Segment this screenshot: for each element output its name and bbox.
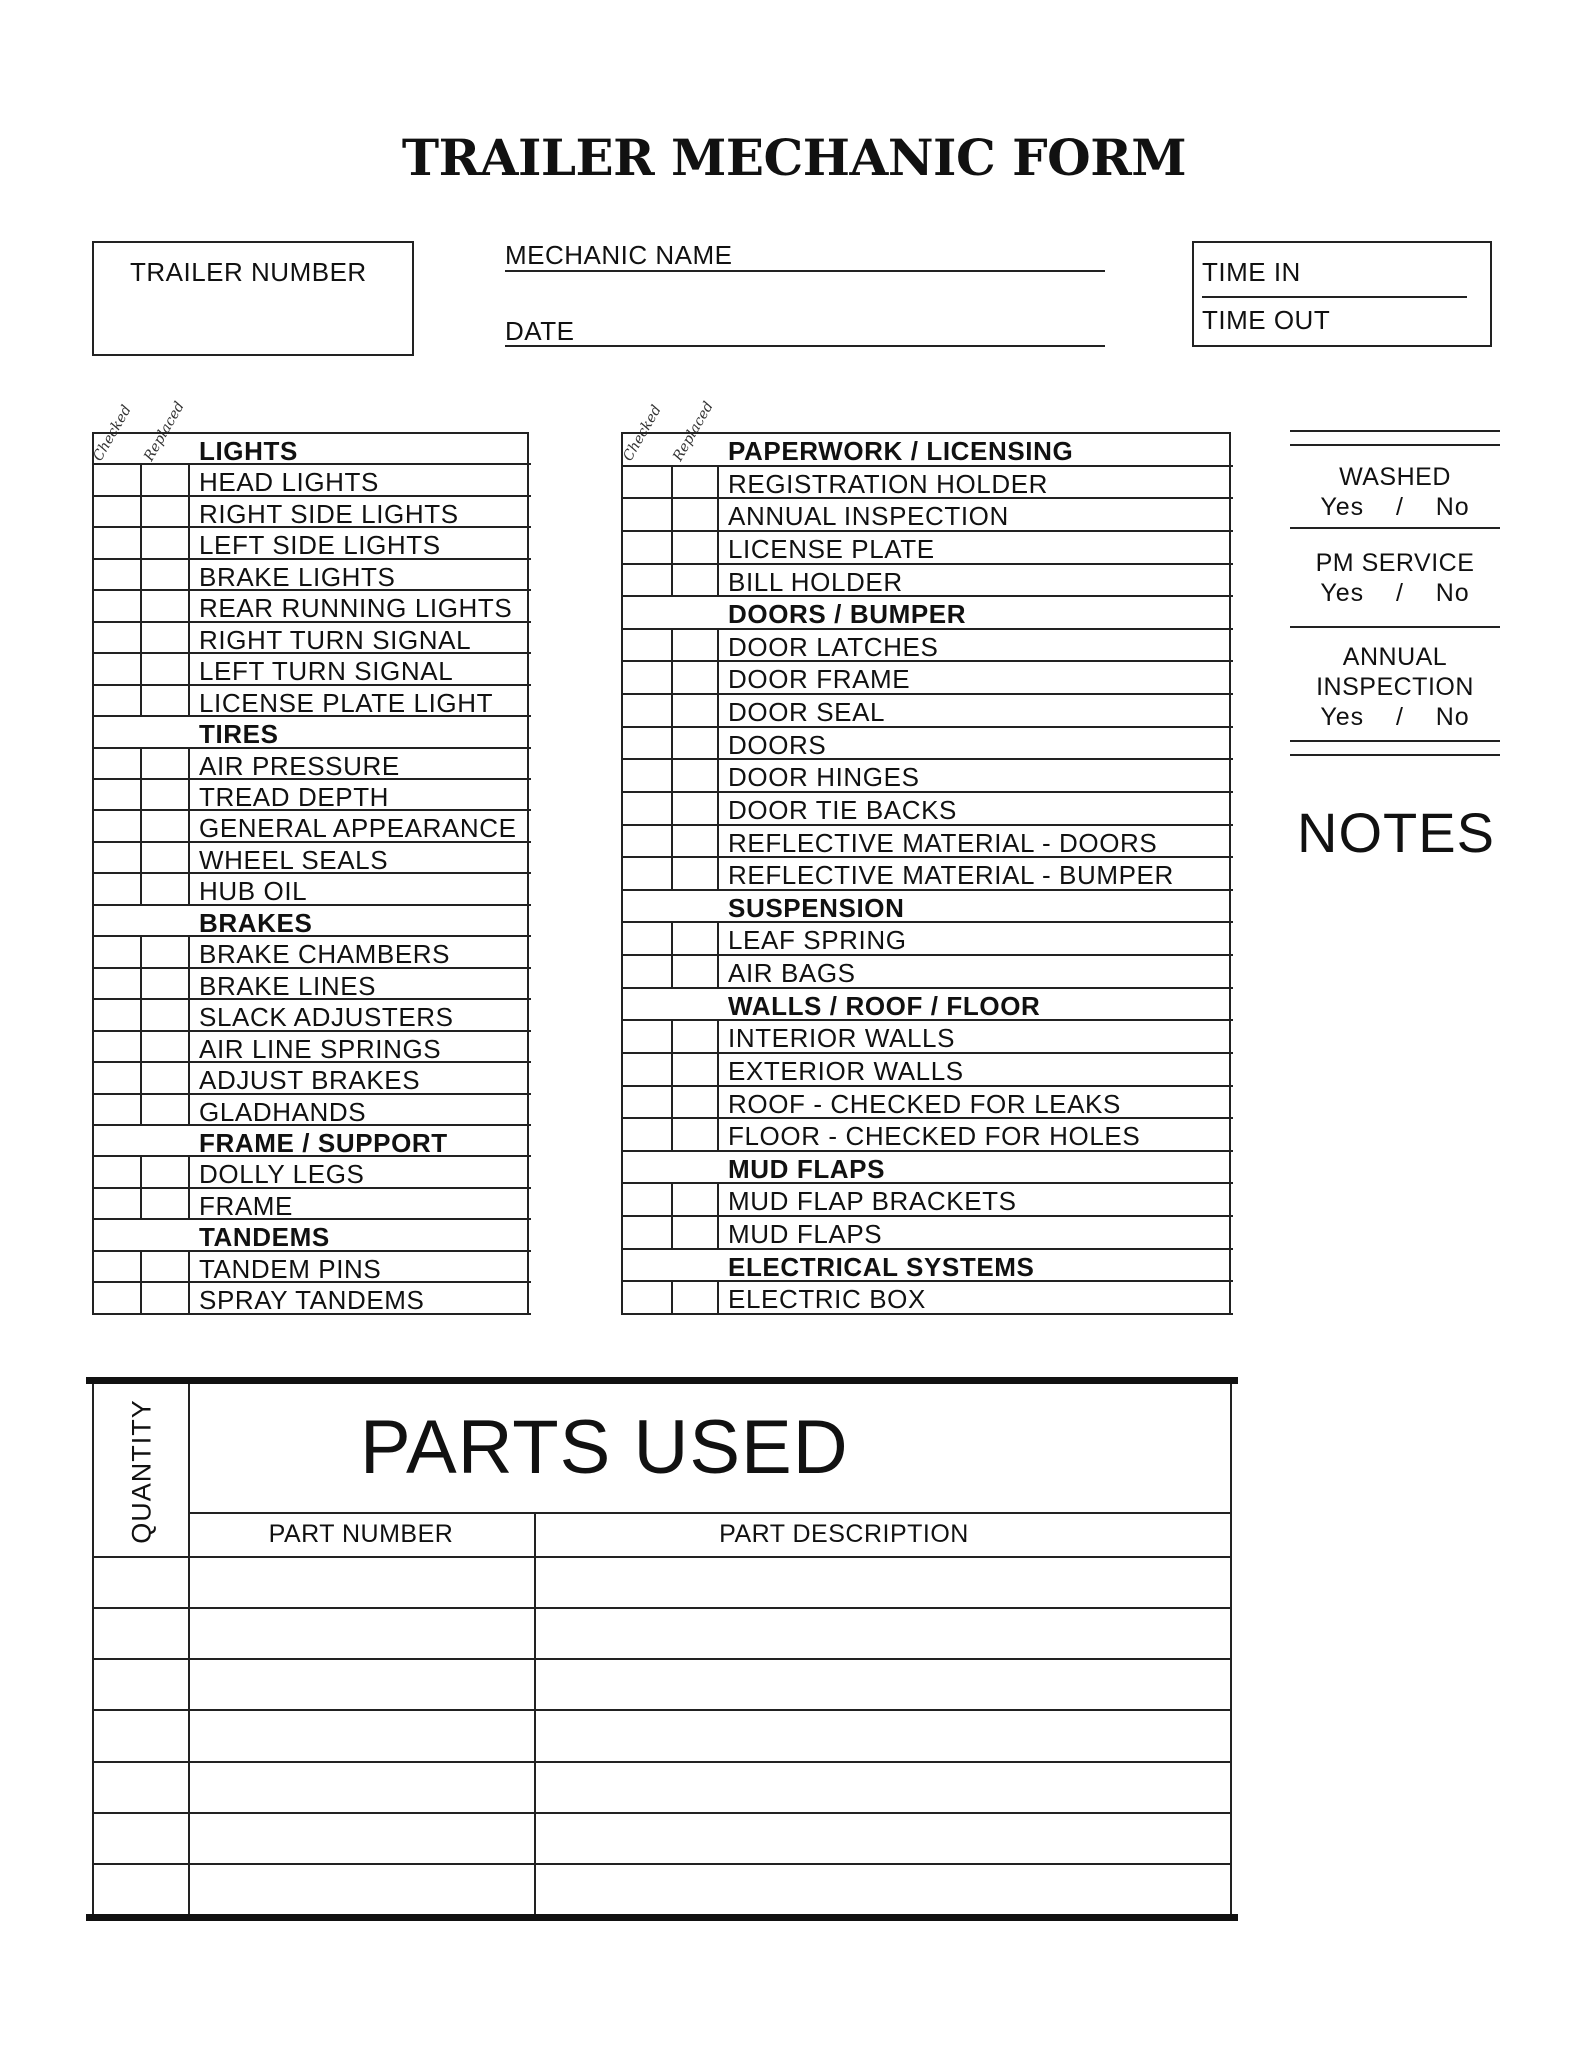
checklist-item-brake-chambers[interactable]	[94, 937, 531, 968]
checklist-label: AIR LINE SPRINGS	[190, 1032, 529, 1061]
replaced-box[interactable]	[142, 591, 190, 620]
trailer-number-box[interactable]	[92, 241, 414, 356]
quantity-cell[interactable]	[94, 1609, 188, 1658]
replaced-box[interactable]	[142, 780, 190, 809]
replaced-box[interactable]	[673, 467, 719, 498]
checklist-item-floor-checked-for-holes[interactable]	[623, 1119, 1233, 1152]
replaced-box[interactable]	[142, 937, 190, 966]
part-number-cell[interactable]	[190, 1763, 534, 1812]
status-rule	[1290, 527, 1500, 529]
replaced-box[interactable]	[673, 1087, 719, 1118]
checked-box[interactable]	[94, 1189, 142, 1218]
checked-box[interactable]	[623, 728, 673, 759]
checklist-label: LEFT TURN SIGNAL	[190, 654, 529, 683]
part-number-cell[interactable]	[190, 1711, 534, 1760]
checklist-item-right-turn-signal[interactable]	[94, 623, 531, 654]
replaced-box[interactable]	[142, 1032, 190, 1061]
checklist-label: DOOR HINGES	[719, 760, 1231, 791]
checklist-item-wheel-seals[interactable]	[94, 843, 531, 874]
checklist-item-left-side-lights[interactable]	[94, 528, 531, 559]
replaced-box[interactable]	[673, 1217, 719, 1248]
checked-box[interactable]	[623, 1119, 673, 1150]
section-header-brakes	[94, 906, 531, 937]
checklist-label: TANDEM PINS	[190, 1252, 529, 1281]
time-out-label[interactable]: TIME OUT	[1202, 305, 1331, 335]
checklist-label: HUB OIL	[190, 874, 529, 903]
checklist-label: DOORS	[719, 728, 1231, 759]
checklist-item-left-turn-signal[interactable]	[94, 654, 531, 685]
checked-box[interactable]	[94, 686, 142, 715]
checked-box[interactable]	[623, 858, 673, 889]
washed-no[interactable]: No	[1435, 493, 1470, 521]
checklist-label: ADJUST BRAKES	[190, 1063, 529, 1092]
replaced-box[interactable]	[673, 695, 719, 726]
checklist-item-air-line-springs[interactable]	[94, 1032, 531, 1063]
quantity-cell[interactable]	[94, 1660, 188, 1709]
checklist-item-tandem-pins[interactable]	[94, 1252, 531, 1283]
checked-box[interactable]	[623, 630, 673, 661]
replaced-box[interactable]	[142, 1252, 190, 1281]
section-header-tires	[94, 717, 531, 748]
checked-box[interactable]	[623, 826, 673, 857]
checked-box[interactable]	[623, 1021, 673, 1052]
left-checklist	[92, 432, 529, 1315]
checked-box[interactable]	[94, 843, 142, 872]
trailer-number-label: TRAILER NUMBER	[130, 257, 367, 287]
status-top-rule-2	[1290, 444, 1500, 446]
checklist-label: BRAKE LIGHTS	[190, 560, 529, 589]
checklist-item-adjust-brakes[interactable]	[94, 1063, 531, 1094]
replaced-box[interactable]	[142, 811, 190, 840]
replaced-box[interactable]	[673, 1119, 719, 1150]
checked-box[interactable]	[94, 1157, 142, 1186]
replaced-box[interactable]	[673, 532, 719, 563]
checked-column-header: Checked	[620, 402, 665, 464]
annual-inspection-sep: /	[1395, 703, 1404, 731]
time-divider	[1202, 296, 1467, 298]
replaced-box[interactable]	[673, 728, 719, 759]
checklist-item-spray-tandems[interactable]	[94, 1283, 531, 1314]
section-header-electrical-systems	[623, 1250, 1233, 1283]
checked-box[interactable]	[94, 811, 142, 840]
checklist-item-general-appearance[interactable]	[94, 811, 531, 842]
pm-service-sep: /	[1395, 579, 1404, 607]
replaced-box[interactable]	[142, 1189, 190, 1218]
replaced-box[interactable]	[142, 843, 190, 872]
checklist-item-doors[interactable]	[623, 728, 1233, 761]
checked-box[interactable]	[623, 1087, 673, 1118]
checklist-item-brake-lines[interactable]	[94, 969, 531, 1000]
checklist-label: BRAKES	[190, 906, 529, 935]
checked-box[interactable]	[94, 1032, 142, 1061]
part-number-label: PART NUMBER	[268, 1520, 454, 1548]
checklist-label: ANNUAL INSPECTION	[719, 499, 1231, 530]
part-number-cell[interactable]	[190, 1865, 534, 1914]
checked-box[interactable]	[94, 1252, 142, 1281]
washed-sep: /	[1395, 493, 1404, 521]
checklist-label: FRAME	[190, 1189, 529, 1218]
checked-box[interactable]	[623, 532, 673, 563]
section-header-lights	[94, 434, 531, 465]
checked-box[interactable]	[623, 1282, 673, 1313]
checklist-label: REFLECTIVE MATERIAL - DOORS	[719, 826, 1231, 857]
checklist-label: SPRAY TANDEMS	[190, 1283, 529, 1312]
checklist-label: RIGHT TURN SIGNAL	[190, 623, 529, 652]
checklist-label: LEFT SIDE LIGHTS	[190, 528, 529, 557]
checked-box[interactable]	[94, 497, 142, 526]
replaced-box[interactable]	[142, 1063, 190, 1092]
pm-service-block[interactable]	[1290, 548, 1500, 608]
checklist-label: SUSPENSION	[719, 891, 1231, 922]
replaced-box[interactable]	[673, 565, 719, 596]
checklist-label: HEAD LIGHTS	[190, 465, 529, 494]
replaced-box[interactable]	[673, 1282, 719, 1313]
replaced-box[interactable]	[673, 662, 719, 693]
washed-label: WASHED	[1339, 463, 1451, 491]
replaced-column-header: Replaced	[670, 399, 717, 464]
part-description-cell[interactable]	[536, 1763, 1230, 1812]
part-number-cell[interactable]	[190, 1609, 534, 1658]
checklist-label: DOORS / BUMPER	[719, 597, 1231, 628]
checklist-label: REAR RUNNING LIGHTS	[190, 591, 529, 620]
checked-box[interactable]	[623, 793, 673, 824]
section-header-frame-support	[94, 1126, 531, 1157]
checklist-label: RIGHT SIDE LIGHTS	[190, 497, 529, 526]
checklist-item-leaf-spring[interactable]	[623, 923, 1233, 956]
checklist-item-door-tie-backs[interactable]	[623, 793, 1233, 826]
checklist-item-tread-depth[interactable]	[94, 780, 531, 811]
replaced-box[interactable]	[142, 969, 190, 998]
parts-used-table	[92, 1384, 1232, 1914]
replaced-box[interactable]	[142, 497, 190, 526]
checklist-item-frame[interactable]	[94, 1189, 531, 1220]
replaced-box[interactable]	[142, 465, 190, 494]
section-header-suspension	[623, 891, 1233, 924]
washed-yes[interactable]: Yes	[1320, 493, 1365, 521]
time-box	[1192, 241, 1492, 347]
checklist-label: SLACK ADJUSTERS	[190, 1000, 529, 1029]
checked-box[interactable]	[623, 565, 673, 596]
checklist-label: TREAD DEPTH	[190, 780, 529, 809]
parts-top-bar	[86, 1377, 1238, 1384]
checklist-item-rear-running-lights[interactable]	[94, 591, 531, 622]
checklist-item-slack-adjusters[interactable]	[94, 1000, 531, 1031]
checklist-label: BILL HOLDER	[719, 565, 1231, 596]
checked-box[interactable]	[94, 969, 142, 998]
checklist-label: ELECTRIC BOX	[719, 1282, 1231, 1313]
checked-box[interactable]	[94, 874, 142, 903]
pm-service-label: PM SERVICE	[1315, 549, 1475, 577]
checklist-item-door-latches[interactable]	[623, 630, 1233, 663]
checked-box[interactable]	[94, 749, 142, 778]
replaced-box[interactable]	[673, 760, 719, 791]
checklist-item-gladhands[interactable]	[94, 1095, 531, 1126]
replaced-box[interactable]	[673, 826, 719, 857]
date-field[interactable]	[505, 345, 1105, 347]
checklist-item-electric-box[interactable]	[623, 1282, 1233, 1315]
checklist-label: PAPERWORK / LICENSING	[719, 434, 1231, 465]
checklist-label: MUD FLAPS	[719, 1217, 1231, 1248]
pm-service-no[interactable]: No	[1435, 579, 1470, 607]
replaced-box[interactable]	[673, 923, 719, 954]
annual-inspection-yes-no[interactable]	[1290, 702, 1500, 732]
section-header-mud-flaps	[623, 1152, 1233, 1185]
checklist-label: DOLLY LEGS	[190, 1157, 529, 1186]
checklist-label: MUD FLAPS	[719, 1152, 1231, 1183]
checked-box[interactable]	[94, 654, 142, 683]
checked-box[interactable]	[623, 923, 673, 954]
checklist-label: DOOR SEAL	[719, 695, 1231, 726]
checked-box[interactable]	[94, 591, 142, 620]
section-header-walls-roof-floor	[623, 989, 1233, 1022]
parts-bottom-bar	[86, 1914, 1238, 1921]
replaced-box[interactable]	[142, 686, 190, 715]
checked-box[interactable]	[94, 1000, 142, 1029]
checklist-label: BRAKE CHAMBERS	[190, 937, 529, 966]
mechanic-name-field[interactable]	[505, 270, 1105, 272]
checklist-label: WHEEL SEALS	[190, 843, 529, 872]
checklist-item-air-bags[interactable]	[623, 956, 1233, 989]
checklist-label: FRAME / SUPPORT	[190, 1126, 529, 1155]
time-in-label[interactable]: TIME IN	[1202, 257, 1301, 287]
annual-inspection-label-2: INSPECTION	[1316, 673, 1474, 701]
checklist-item-hub-oil[interactable]	[94, 874, 531, 905]
checked-box[interactable]	[94, 1283, 142, 1312]
checklist-item-door-hinges[interactable]	[623, 760, 1233, 793]
checklist-item-license-plate[interactable]	[623, 532, 1233, 565]
quantity-cell[interactable]	[94, 1711, 188, 1760]
checklist-label: AIR BAGS	[719, 956, 1231, 987]
washed-yes-no[interactable]	[1290, 492, 1500, 522]
checklist-item-brake-lights[interactable]	[94, 560, 531, 591]
checklist-item-air-pressure[interactable]	[94, 749, 531, 780]
checklist-item-head-lights[interactable]	[94, 465, 531, 496]
date-label: DATE	[505, 316, 575, 346]
checklist-label: WALLS / ROOF / FLOOR	[719, 989, 1231, 1020]
checklist-item-exterior-walls[interactable]	[623, 1054, 1233, 1087]
checklist-item-reflective-material-bumper[interactable]	[623, 858, 1233, 891]
checked-box[interactable]	[623, 1217, 673, 1248]
part-number-cell[interactable]	[190, 1814, 534, 1863]
annual-inspection-label-1: ANNUAL	[1342, 643, 1448, 671]
checklist-label: LIGHTS	[190, 434, 529, 463]
checked-box[interactable]	[94, 623, 142, 652]
checked-box[interactable]	[94, 1063, 142, 1092]
checklist-label: LICENSE PLATE LIGHT	[190, 686, 529, 715]
section-header-doors-bumper	[623, 597, 1233, 630]
part-description-cell[interactable]	[536, 1711, 1230, 1760]
checklist-label: LEAF SPRING	[719, 923, 1231, 954]
checked-box[interactable]	[623, 1184, 673, 1215]
part-description-cell[interactable]	[536, 1865, 1230, 1914]
checklist-item-license-plate-light[interactable]	[94, 686, 531, 717]
replaced-box[interactable]	[142, 1000, 190, 1029]
checklist-label: DOOR FRAME	[719, 662, 1231, 693]
quantity-cell[interactable]	[94, 1865, 188, 1914]
replaced-box[interactable]	[673, 858, 719, 889]
quantity-cell[interactable]	[94, 1558, 188, 1607]
checked-box[interactable]	[623, 695, 673, 726]
annual-inspection-block[interactable]	[1290, 642, 1500, 732]
quantity-label: QUANTITY	[126, 1399, 157, 1544]
checklist-label: AIR PRESSURE	[190, 749, 529, 778]
part-number-cell[interactable]	[190, 1660, 534, 1709]
checklist-label: TIRES	[190, 717, 529, 746]
checklist-label: INTERIOR WALLS	[719, 1021, 1231, 1052]
part-description-cell[interactable]	[536, 1558, 1230, 1607]
status-top-rule	[1290, 430, 1500, 432]
checklist-label: MUD FLAP BRACKETS	[719, 1184, 1231, 1215]
checked-box[interactable]	[623, 662, 673, 693]
checklist-label: EXTERIOR WALLS	[719, 1054, 1231, 1085]
checked-column-header: Checked	[90, 402, 135, 464]
section-header-tandems	[94, 1220, 531, 1251]
replaced-box[interactable]	[673, 499, 719, 530]
checklist-label: TANDEMS	[190, 1220, 529, 1249]
replaced-box[interactable]	[142, 874, 190, 903]
pm-service-yes-no[interactable]	[1290, 578, 1500, 608]
checklist-label: BRAKE LINES	[190, 969, 529, 998]
checklist-item-door-seal[interactable]	[623, 695, 1233, 728]
parts-title-rule	[188, 1512, 1232, 1514]
checklist-item-right-side-lights[interactable]	[94, 497, 531, 528]
replaced-box[interactable]	[673, 1184, 719, 1215]
checklist-item-reflective-material-doors[interactable]	[623, 826, 1233, 859]
checked-box[interactable]	[94, 780, 142, 809]
checklist-item-mud-flap-brackets[interactable]	[623, 1184, 1233, 1217]
checklist-label: GENERAL APPEARANCE	[190, 811, 529, 840]
part-description-cell[interactable]	[536, 1609, 1230, 1658]
checked-box[interactable]	[623, 499, 673, 530]
replaced-box[interactable]	[673, 956, 719, 987]
checked-box[interactable]	[623, 467, 673, 498]
pm-service-yes[interactable]: Yes	[1320, 579, 1365, 607]
checklist-item-door-frame[interactable]	[623, 662, 1233, 695]
checked-box[interactable]	[623, 760, 673, 791]
checklist-item-dolly-legs[interactable]	[94, 1157, 531, 1188]
annual-inspection-no[interactable]: No	[1435, 703, 1470, 731]
checklist-item-roof-checked-for-leaks[interactable]	[623, 1087, 1233, 1120]
annual-inspection-yes[interactable]: Yes	[1320, 703, 1365, 731]
status-bottom-rule	[1290, 740, 1500, 742]
checklist-item-interior-walls[interactable]	[623, 1021, 1233, 1054]
mechanic-name-label: MECHANIC NAME	[505, 240, 733, 270]
checklist-label: REGISTRATION HOLDER	[719, 467, 1231, 498]
checklist-item-registration-holder[interactable]	[623, 467, 1233, 500]
status-bottom-rule-2	[1290, 754, 1500, 756]
notes-label: NOTES	[1297, 801, 1495, 864]
form-title: TRAILER MECHANIC FORM	[401, 128, 1187, 187]
replaced-box[interactable]	[673, 1021, 719, 1052]
checklist-item-annual-inspection[interactable]	[623, 499, 1233, 532]
replaced-box[interactable]	[142, 749, 190, 778]
checklist-label: DOOR LATCHES	[719, 630, 1231, 661]
replaced-box[interactable]	[142, 1157, 190, 1186]
checklist-label: ROOF - CHECKED FOR LEAKS	[719, 1087, 1231, 1118]
washed-block[interactable]	[1290, 462, 1500, 522]
checklist-label: ELECTRICAL SYSTEMS	[719, 1250, 1231, 1281]
checked-box[interactable]	[94, 560, 142, 589]
replaced-box[interactable]	[673, 793, 719, 824]
checklist-item-bill-holder[interactable]	[623, 565, 1233, 598]
checklist-label: GLADHANDS	[190, 1095, 529, 1124]
quantity-cell[interactable]	[94, 1763, 188, 1812]
checked-box[interactable]	[94, 465, 142, 494]
replaced-box[interactable]	[142, 528, 190, 557]
checklist-label: FLOOR - CHECKED FOR HOLES	[719, 1119, 1231, 1150]
checked-box[interactable]	[623, 1054, 673, 1085]
replaced-box[interactable]	[142, 623, 190, 652]
replaced-box[interactable]	[673, 1054, 719, 1085]
replaced-box[interactable]	[142, 1283, 190, 1312]
checklist-item-mud-flaps[interactable]	[623, 1217, 1233, 1250]
status-rule	[1290, 626, 1500, 628]
part-description-cell[interactable]	[536, 1814, 1230, 1863]
part-description-label: PART DESCRIPTION	[719, 1520, 969, 1548]
part-number-cell[interactable]	[190, 1558, 534, 1607]
checklist-label: REFLECTIVE MATERIAL - BUMPER	[719, 858, 1231, 889]
parts-used-title: PARTS USED	[360, 1405, 849, 1490]
checked-box[interactable]	[94, 937, 142, 966]
replaced-box[interactable]	[142, 560, 190, 589]
section-header-paperwork-licensing	[623, 434, 1233, 467]
replaced-column-header: Replaced	[141, 399, 188, 464]
right-checklist	[621, 432, 1231, 1315]
replaced-box[interactable]	[142, 654, 190, 683]
checklist-label: DOOR TIE BACKS	[719, 793, 1231, 824]
quantity-cell[interactable]	[94, 1814, 188, 1863]
checklist-label: LICENSE PLATE	[719, 532, 1231, 563]
checked-box[interactable]	[623, 956, 673, 987]
checked-box[interactable]	[94, 1095, 142, 1124]
checked-box[interactable]	[94, 528, 142, 557]
replaced-box[interactable]	[142, 1095, 190, 1124]
replaced-box[interactable]	[673, 630, 719, 661]
part-description-cell[interactable]	[536, 1660, 1230, 1709]
